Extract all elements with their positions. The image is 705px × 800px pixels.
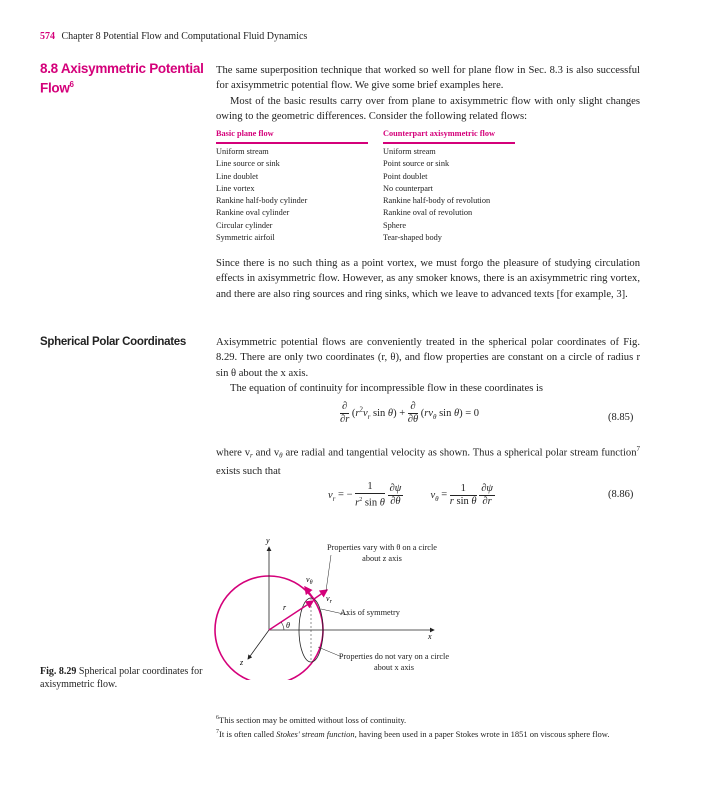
running-head <box>40 31 307 42</box>
figure-caption-text: Spherical polar coordinates for axisymmetric flow. <box>40 666 203 690</box>
subsection-title: Spherical Polar Coordinates <box>40 336 186 348</box>
label-vr-v: v <box>326 594 330 603</box>
table-cell: Uniform stream <box>383 147 436 156</box>
equation-number-8-86: (8.86) <box>608 489 634 500</box>
figure-caption <box>40 665 205 691</box>
table-column-left <box>216 146 307 244</box>
equation-8-86: $v_r$ = − $\frac{1}{r^2 \sin \theta}$ $\frac{\partial\psi}{\partial\theta}$ $v_\theta$ = $\frac{1}{\text{r sin θ}}$ $\frac{\partial\psi}{\partial r}$ <box>328 481 493 509</box>
footnote-7-text-b: Stokes' stream function, <box>276 728 357 739</box>
table-cell: Line vortex <box>216 183 255 193</box>
radius-vector <box>269 601 313 630</box>
table-column-right <box>383 146 490 244</box>
label-vtheta-v: v <box>306 575 310 584</box>
p6-part-d: exists such that <box>216 465 281 477</box>
section-title-text: 8.8 Axisymmetric Potential Flow <box>40 61 204 96</box>
footnote-mark-7: 7 <box>636 445 640 453</box>
chapter-title: Chapter 8 Potential Flow and Computational Fluid Dynamics <box>61 31 308 42</box>
label-z: z <box>240 658 244 667</box>
table-cell: Line source or sink <box>216 159 280 169</box>
footnotes <box>216 712 640 740</box>
label-vtheta: $v_\theta$ <box>306 575 313 586</box>
table-cell: Rankine half-body of revolution <box>383 196 491 206</box>
paragraph-4-block <box>216 335 640 396</box>
table-cell: Point doublet <box>383 171 428 181</box>
equation-8-85: $\frac{\partial}{\partial r}$ ($r^2v_r$ sin θ) + $\frac{\partial}{\partial\theta}$ ($rv_\theta$ sin θ) = 0 <box>340 401 480 425</box>
label-theta: θ <box>286 621 290 630</box>
paragraph-intro <box>216 63 640 124</box>
footnote-6 <box>216 712 640 726</box>
paragraph-3: Since there is no such thing as a point vortex, we must forgo the pleasure of studying circulation effects in axisymmetric flow. However, as any smoker knows, there is an axisymmetric ring vortex, and there are also ring sources and ring sinks, which we leave to advanced texts [for example, 3]. <box>216 258 640 300</box>
label-vr: $v_r$ <box>326 594 332 605</box>
section-title <box>40 61 205 97</box>
footnote-6-mark: 6 <box>216 715 219 721</box>
table-cell: Sphere <box>383 220 407 230</box>
page-number: 574 <box>40 31 55 42</box>
vtheta-arrow <box>305 587 314 599</box>
paragraph-5-text: The equation of continuity for incompressible flow in these coordinates is <box>230 382 544 394</box>
label-x: x <box>428 632 432 641</box>
label-r: r <box>283 603 287 612</box>
footnote-7-mark: 7 <box>216 728 219 735</box>
table-rule-left <box>216 142 368 144</box>
section-footnote-mark: 6 <box>69 80 74 89</box>
figure-label-bottom: Properties do not vary on a circle about x axis <box>338 652 450 672</box>
table-cell: Rankine half-body cylinder <box>216 196 308 206</box>
table-cell: No counterpart <box>383 183 433 193</box>
table-cell: Tear-shaped body <box>383 233 442 243</box>
table-cell: Symmetric airfoil <box>216 233 275 243</box>
theta-arc <box>281 622 284 630</box>
paragraph-1: The same superposition technique that worked so well for plane flow in Sec. 8.3 is also successful for axisymmetric potential flow. We give some brief examples here. <box>216 65 640 92</box>
table-header-right: Counterpart axisymmetric flow <box>383 129 495 138</box>
paragraph-5 <box>216 381 640 396</box>
table-header-left: Basic plane flow <box>216 129 274 138</box>
table-cell: Point source or sink <box>383 159 450 169</box>
p6-part-c: are radial and tangential velocity as shown. Thus a spherical polar stream function <box>282 447 637 459</box>
paragraph-2 <box>216 94 640 125</box>
table-rule-right <box>383 142 515 144</box>
figure-label-axis: Axis of symmetry <box>340 608 400 617</box>
table-cell: Circular cylinder <box>216 220 273 230</box>
footnote-6-text: This section may be omitted without loss of continuity. <box>219 714 407 725</box>
figure-label-top: Properties vary with θ on a circle about z axis <box>327 543 437 563</box>
label-y: y <box>266 536 270 545</box>
paragraph-6: where vr and vθ are radial and tangential velocity as shown. Thus a spherical polar stream function$^7$ exists such that <box>216 445 640 477</box>
table-cell: Rankine oval of revolution <box>383 208 473 218</box>
table-cell: Uniform stream <box>216 147 269 156</box>
table-cell: Line doublet <box>216 171 259 181</box>
paragraph-4: Axisymmetric potential flows are conveniently treated in the spherical polar coordinates of Fig. 8.29. There are only two coordinates (r, θ), and flow properties are constant on a circle of radius r sin θ about the x axis. <box>216 337 640 379</box>
table-cell: Rankine oval cylinder <box>216 208 290 218</box>
figure-caption-label: Fig. 8.29 <box>40 666 77 677</box>
z-axis <box>248 630 269 659</box>
footnote-7-text-a: It is often called <box>219 728 277 739</box>
footnote-7 <box>216 726 640 740</box>
equation-number-8-85: (8.85) <box>608 412 634 423</box>
footnote-7-text-c: having been used in a paper Stokes wrote in 1851 on viscous sphere flow. <box>356 728 610 739</box>
p6-part-a: where v <box>216 447 251 459</box>
paragraph-2-text: Most of the basic results carry over from plane to axisymmetric flow with only slight changes owing to the geometric differences. Consider the following related flows: <box>216 95 640 122</box>
p6-part-b: and v <box>252 447 280 459</box>
